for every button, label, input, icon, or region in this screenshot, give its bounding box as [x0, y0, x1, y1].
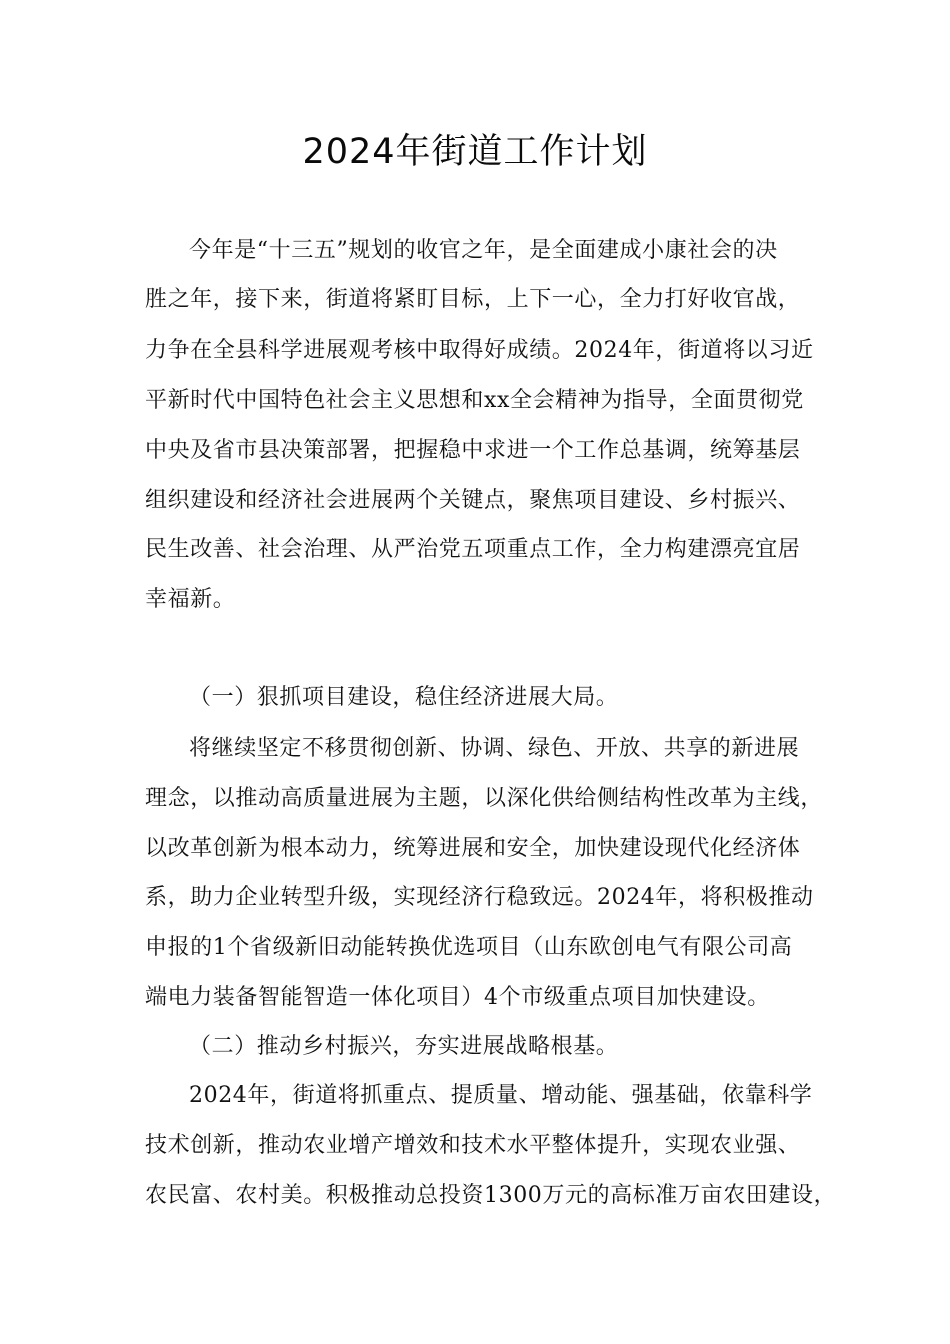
paragraph-2-line-2: 理念，以推动高质量进展为主题，以深化供给侧结构性改革为主线， [145, 786, 824, 811]
paragraph-1-line-6: 组织建设和经济社会进展两个关键点，聚焦项目建设、乡村振兴、 [145, 488, 801, 513]
paragraph-1-line-1: 今年是“十三五”规划的收官之年，是全面建成小康社会的决 [189, 238, 778, 263]
paragraph-3-line-2: 技术创新，推动农业增产增效和技术水平整体提升，实现农业强、 [145, 1133, 801, 1158]
paragraph-2-line-4: 系，助力企业转型升级，实现经济行稳致远。2024年，将积极推动 [145, 885, 814, 910]
document-title: 2024年街道工作计划 [302, 132, 648, 172]
section-heading-2: （二）推动乡村振兴，夯实进展战略根基。 [189, 1034, 619, 1059]
paragraph-3-line-3: 农民富、农村美。积极推动总投资1300万元的高标准万亩农田建设， [145, 1183, 837, 1208]
section-heading-1: （一）狠抓项目建设，稳住经济进展大局。 [189, 685, 619, 710]
paragraph-2-line-5: 申报的1个省级新旧动能转换优选项目（山东欧创电气有限公司高 [145, 935, 793, 960]
paragraph-1-line-3: 力争在全县科学进展观考核中取得好成绩。2024年，街道将以习近 [145, 338, 814, 363]
paragraph-3-line-1: 2024年，街道将抓重点、提质量、增动能、强基础，依靠科学 [189, 1083, 813, 1108]
paragraph-1-line-4: 平新时代中国特色社会主义思想和xx全会精神为指导，全面贯彻党 [145, 388, 804, 413]
paragraph-1-line-2: 胜之年，接下来，街道将紧盯目标，上下一心，全力打好收官战， [145, 287, 801, 312]
paragraph-2-line-1: 将继续坚定不移贯彻创新、协调、绿色、开放、共享的新进展 [189, 736, 800, 761]
paragraph-2-line-3: 以改革创新为根本动力，统筹进展和安全，加快建设现代化经济体 [145, 836, 801, 861]
paragraph-1-line-8: 幸福新。 [145, 587, 236, 612]
paragraph-1-line-7: 民生改善、社会治理、从严治党五项重点工作，全力构建漂亮宜居 [145, 537, 801, 562]
paragraph-1-line-5: 中央及省市县决策部署，把握稳中求进一个工作总基调，统筹基层 [145, 438, 801, 463]
paragraph-2-line-6: 端电力装备智能智造一体化项目）4个市级重点项目加快建设。 [145, 985, 770, 1010]
